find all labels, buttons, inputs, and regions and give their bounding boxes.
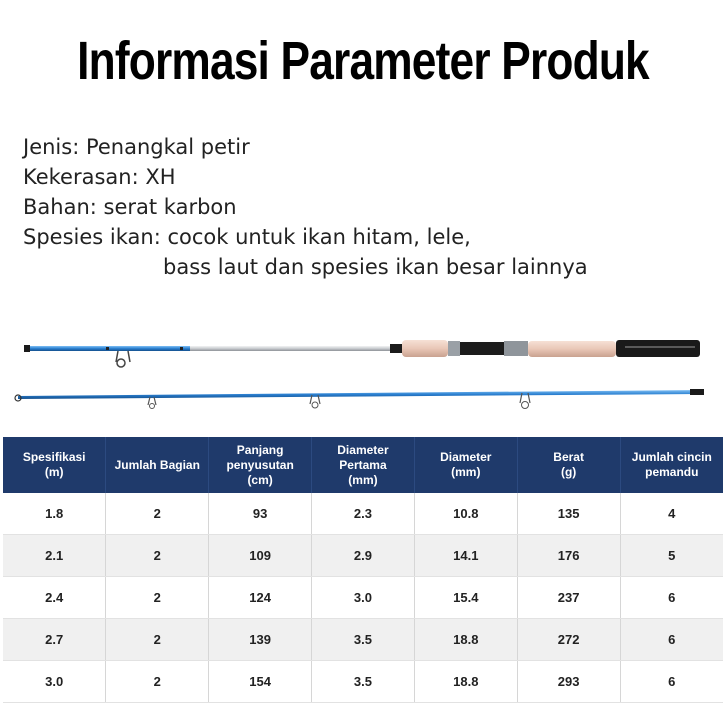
header-panjang-penyusutan: Panjang penyusutan (cm) <box>209 437 312 493</box>
spec-kekerasan: Kekerasan: XH <box>23 165 176 189</box>
cell-panjang: 93 <box>209 493 312 535</box>
cell-jumlah-bagian: 2 <box>106 535 209 577</box>
cell-berat: 272 <box>517 619 620 661</box>
cell-diameter: 15.4 <box>414 577 517 619</box>
cell-diameter: 18.8 <box>414 661 517 703</box>
page-title: Informasi Parameter Produk <box>77 31 649 91</box>
cell-jumlah-cincin: 4 <box>620 493 723 535</box>
cell-diameter: 10.8 <box>414 493 517 535</box>
cell-spesifikasi: 1.8 <box>3 493 106 535</box>
cell-spesifikasi: 2.4 <box>3 577 106 619</box>
spec-jenis: Jenis: Penangkal petir <box>23 135 250 159</box>
parameter-table-container <box>3 437 723 703</box>
header-spesifikasi: Spesifikasi (m) <box>3 437 106 493</box>
cell-jumlah-cincin: 6 <box>620 661 723 703</box>
cell-jumlah-bagian: 2 <box>106 493 209 535</box>
rod-tip-section <box>15 389 704 409</box>
cell-panjang: 124 <box>209 577 312 619</box>
cell-berat: 293 <box>517 661 620 703</box>
cell-diameter-pertama: 3.5 <box>312 661 415 703</box>
cell-jumlah-cincin: 6 <box>620 619 723 661</box>
cell-jumlah-cincin: 6 <box>620 577 723 619</box>
rod-butt-section <box>24 340 700 367</box>
spec-bahan: Bahan: serat karbon <box>23 195 237 219</box>
header-jumlah-bagian: Jumlah Bagian <box>106 437 209 493</box>
cell-jumlah-bagian: 2 <box>106 661 209 703</box>
cell-jumlah-bagian: 2 <box>106 619 209 661</box>
cell-spesifikasi: 2.7 <box>3 619 106 661</box>
cell-spesifikasi: 3.0 <box>3 661 106 703</box>
cell-berat: 176 <box>517 535 620 577</box>
cell-diameter-pertama: 2.9 <box>312 535 415 577</box>
cell-berat: 237 <box>517 577 620 619</box>
cell-jumlah-cincin: 5 <box>620 535 723 577</box>
cell-diameter-pertama: 2.3 <box>312 493 415 535</box>
table-row <box>3 535 723 577</box>
cell-panjang: 139 <box>209 619 312 661</box>
cell-diameter: 18.8 <box>414 619 517 661</box>
table-row <box>3 493 723 535</box>
cell-diameter: 14.1 <box>414 535 517 577</box>
fishing-rod-image <box>0 320 726 420</box>
table-header-row <box>3 437 723 493</box>
cell-diameter-pertama: 3.0 <box>312 577 415 619</box>
header-berat: Berat (g) <box>517 437 620 493</box>
spec-spesies-continued: bass laut dan spesies ikan besar lainnya <box>163 255 588 279</box>
table-row <box>3 661 723 703</box>
table-row <box>3 619 723 661</box>
header-diameter-pertama: Diameter Pertama (mm) <box>312 437 415 493</box>
spec-list <box>23 132 588 282</box>
cell-jumlah-bagian: 2 <box>106 577 209 619</box>
header-jumlah-cincin: Jumlah cincin pemandu <box>620 437 723 493</box>
header-diameter: Diameter (mm) <box>414 437 517 493</box>
cell-panjang: 154 <box>209 661 312 703</box>
parameter-table <box>3 437 723 703</box>
table-row <box>3 577 723 619</box>
cell-diameter-pertama: 3.5 <box>312 619 415 661</box>
cell-panjang: 109 <box>209 535 312 577</box>
cell-spesifikasi: 2.1 <box>3 535 106 577</box>
cell-berat: 135 <box>517 493 620 535</box>
spec-spesies: Spesies ikan: cocok untuk ikan hitam, lele, <box>23 225 471 249</box>
